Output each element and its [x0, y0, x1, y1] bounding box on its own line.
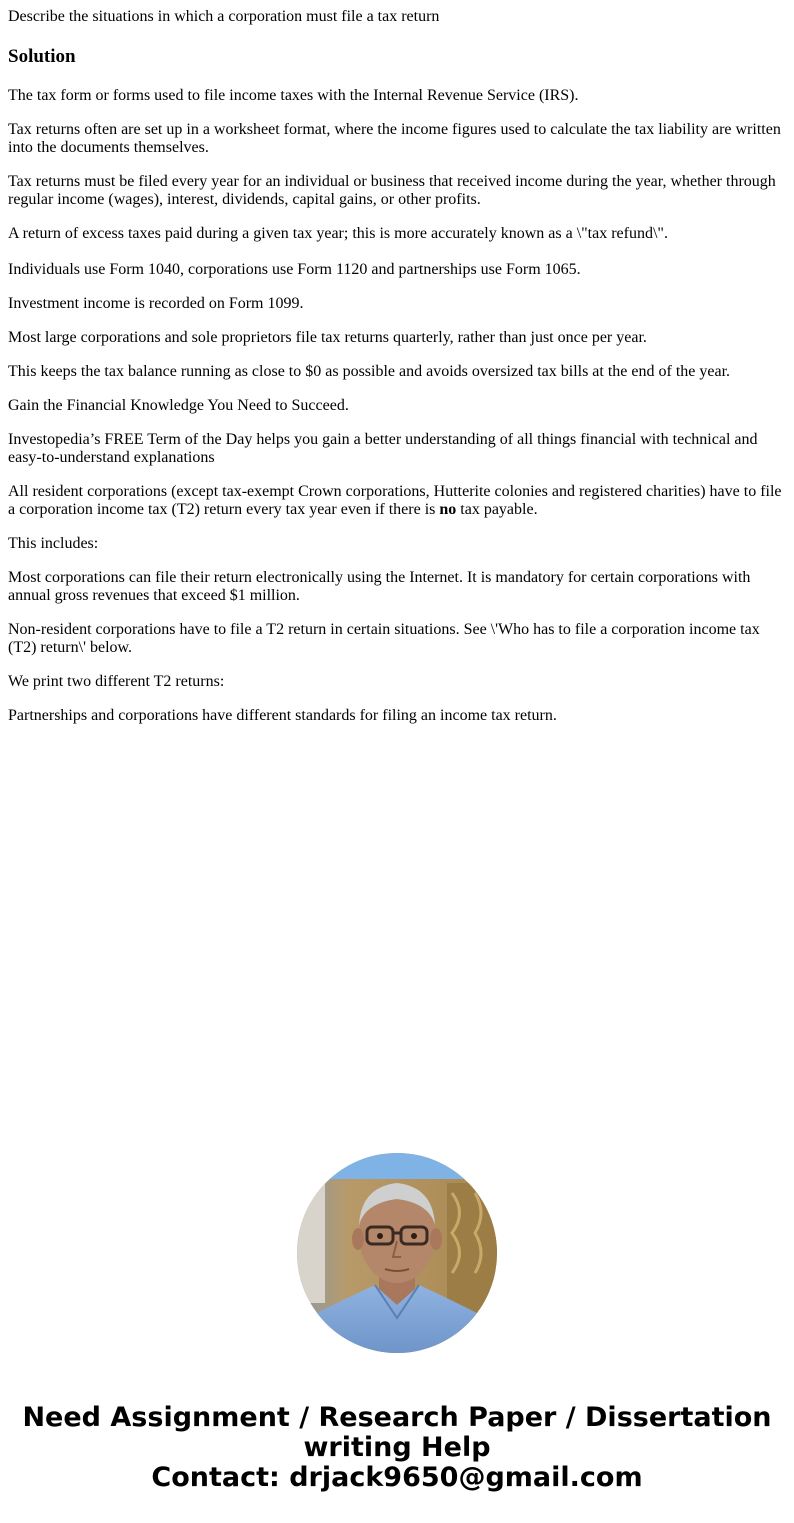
question-text: Describe the situations in which a corporation must file a tax return — [8, 8, 440, 25]
paragraph: Tax returns must be filed every year for an individual or business that received income during the year, whether through regular income (wages), interest, dividends, capital gains, or other profits. — [8, 173, 776, 208]
paragraph: The tax form or forms used to file income taxes with the Internal Revenue Service (IRS). — [8, 87, 579, 104]
paragraph: This includes: — [8, 535, 99, 552]
author-avatar — [297, 1153, 497, 1353]
paragraph: Most corporations can file their return electronically using the Internet. It is mandatory for certain corporations with annual gross revenues that exceed $1 million. — [8, 569, 751, 604]
paragraph: Tax returns often are set up in a worksheet format, where the income figures used to calculate the tax liability are written into the documents themselves. — [8, 121, 781, 156]
avatar-portrait — [297, 1153, 497, 1353]
paragraph: Individuals use Form 1040, corporations use Form 1120 and partnerships use Form 1065. — [8, 261, 581, 278]
paragraph: Non-resident corporations have to file a T2 return in certain situations. See \'Who has to file a corporation income tax (T2) return\' below. — [8, 621, 760, 656]
cta-contact-email: Contact: drjack9650@gmail.com — [151, 1462, 643, 1493]
paragraph: A return of excess taxes paid during a given tax year; this is more accurately known as a \"tax refund\". — [8, 225, 668, 242]
resident-text-before: All resident corporations (except tax-exempt Crown corporations, Hutterite colonies and registered charities) have to file a corporation income tax (T2) return every tax year even if there is — [8, 483, 782, 518]
paragraph: Investopedia’s FREE Term of the Day helps you gain a better understanding of all things financial with technical and easy-to-understand explanations — [8, 431, 758, 466]
cta-line-1: Need Assignment / Research Paper / Dissertation — [22, 1402, 772, 1433]
paragraph: Gain the Financial Knowledge You Need to Succeed. — [8, 397, 349, 414]
paragraph: Investment income is recorded on Form 1099. — [8, 295, 304, 312]
cta-line-2: writing Help — [303, 1432, 491, 1463]
resident-text-bold: no — [439, 501, 457, 518]
solution-heading: Solution — [8, 46, 76, 67]
paragraph: This keeps the tax balance running as close to $0 as possible and avoids oversized tax bills at the end of the year. — [8, 363, 731, 380]
resident-corporations-paragraph — [8, 483, 786, 519]
paragraph: We print two different T2 returns: — [8, 673, 225, 690]
paragraph: Most large corporations and sole proprietors file tax returns quarterly, rather than just once per year. — [8, 329, 647, 346]
resident-text-after: tax payable. — [456, 501, 538, 518]
help-contact-banner — [0, 1403, 794, 1493]
paragraph: Partnerships and corporations have different standards for filing an income tax return. — [8, 707, 557, 724]
article-content — [8, 8, 786, 741]
